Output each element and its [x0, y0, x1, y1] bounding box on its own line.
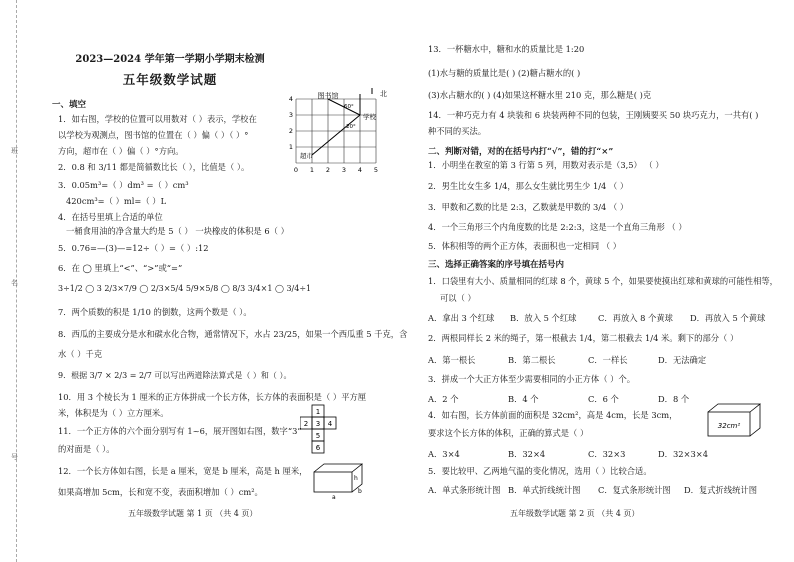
x-tick: 4 — [357, 166, 363, 174]
net-cell-label: 4 — [327, 420, 333, 428]
net-cell-label: 6 — [315, 444, 321, 452]
q5: 5．0.76=—(3)—=12÷（ ）=（ ）:12 — [58, 243, 209, 253]
choice5: 5．要比较甲、乙两地气温的变化情况，选用（ ）比较合适。 — [428, 466, 652, 476]
cuboid-h-label: h — [354, 475, 358, 482]
q14-line: 14．一种巧克力有 4 块装和 6 块装两种不同的包装，王刚姨要买 50 块巧克力，一共有( ) — [428, 110, 759, 120]
q1-line: 以学校为观测点，图书馆的位置在（ ）偏（ ）（ ）° — [58, 130, 249, 140]
q7: 7．两个质数的积是 1/10 的倒数，这两个数是（ ）。 — [58, 307, 252, 317]
x-tick: 2 — [325, 166, 331, 174]
q13-line: (3)水占糖水的( ) (4)如果这杯糖水里 210 克，那么糖是( )克 — [428, 90, 652, 100]
choice4-option: C．32×3 — [588, 449, 626, 459]
q13-line: 13．一杯糖水中，糖和水的质量比是 1:20 — [428, 44, 585, 54]
q2: 2．0.8 和 3/11 都是简循数比长（ ），比值是（ ）。 — [58, 162, 250, 172]
location-grid-figure — [284, 88, 396, 176]
q4-line: 一桶食用油的净含量大约是 5（ ） 一块橡皮的体积是 6（ ） — [66, 226, 289, 236]
choice3-option: A．2 个 — [428, 394, 459, 404]
choice3: 3．拼成一个大正方体至少需要相同的小正方体（ ）个。 — [428, 374, 636, 384]
page-footer: 五年级数学试题 第 1 页 （共 4 页） — [128, 509, 258, 518]
q4-line: 4．在括号里填上合适的单位 — [58, 212, 163, 222]
choice5-option: C．复式条形统计图 — [598, 485, 671, 495]
q12-line: 12．一个长方体如右图，长是 a 厘米，宽是 b 厘米，高是 h 厘米， — [58, 466, 308, 476]
choice2-option: B．第二根长 — [508, 355, 556, 365]
q3-line: 3．0.05m³=（ ）dm³ =（ ）cm³ — [58, 180, 189, 190]
choice2-option: A．第一根长 — [428, 355, 476, 365]
x-tick: 3 — [341, 166, 347, 174]
section-fill-blank: 一、填空 — [52, 100, 87, 110]
net-cell-label: 5 — [315, 432, 321, 440]
q1-line: 1．如右图，学校的位置可以用数对（ ）表示，学校在 — [58, 114, 257, 124]
choice5-option: B．单式折线统计图 — [508, 485, 581, 495]
choice2-option: C．一样长 — [588, 355, 628, 365]
cuboid-32-figure — [706, 402, 762, 438]
page-footer: 五年级数学试题 第 2 页 （共 4 页） — [510, 509, 640, 518]
choice2-option: D．无法确定 — [658, 355, 707, 365]
q10-line: 米，体积是为（ ）立方厘米。 — [58, 408, 169, 418]
q3-line: 420cm³=（ ）ml=（ ）L — [66, 196, 167, 206]
cuboid-b-label: b — [358, 488, 362, 495]
map-library-label: 图书馆 — [317, 92, 339, 100]
map-school-label: 学校 — [363, 113, 376, 121]
cube-net-figure — [300, 404, 344, 454]
y-tick: 4 — [288, 95, 293, 103]
x-tick: 5 — [373, 166, 379, 174]
choice4-option: D．32×3×4 — [658, 449, 708, 459]
choice3-option: D．8 个 — [658, 394, 690, 404]
gutter-mark: 号 — [11, 453, 18, 461]
net-cell-label: 2 — [303, 420, 309, 428]
x-tick: 1 — [309, 166, 315, 174]
q8-line: 8．西瓜的主要成分是水和碳水化合物，通常情况下，水占 23/25，如果一个西瓜重 5 千克，含 — [58, 329, 408, 339]
exam-page-2 — [400, 0, 794, 562]
choice5-option: A．单式条形统计图 — [428, 485, 501, 495]
q8-line: 水（ ）千克 — [58, 349, 103, 359]
y-tick: 1 — [288, 143, 293, 151]
choice4-line: 要求这个长方体的体积，正确的算式是（ ） — [428, 428, 589, 438]
exam-subtitle: 五年级数学试题 — [122, 72, 218, 87]
q11-line: 11．一个正方体的六个面分别写有 1~6，展开图如右图，数字“3” — [58, 426, 302, 436]
map-angle-label: 20° — [346, 124, 356, 130]
choice4-option: B．32×4 — [508, 449, 546, 459]
q10-line: 10．用 3 个棱长为 1 厘米的正方体拼成一个长方体，长方体的表面积是（ ）平方厘 — [58, 392, 367, 402]
front-area-label: 32cm² — [717, 422, 741, 430]
map-north-label: 北 — [380, 90, 387, 98]
cuboid-a-label: a — [332, 494, 336, 500]
y-tick: 3 — [288, 111, 293, 119]
y-tick: 2 — [288, 127, 293, 135]
q14-line: 种不同的买法。 — [428, 126, 487, 136]
judge-item: 3．甲数和乙数的比是 2:3，乙数就是甲数的 3/4 （ ） — [428, 202, 629, 212]
q6-line: 3÷1/2 ◯ 3 2/3×7/9 ◯ 2/3×5/4 5/9×5/8 ◯ 8/3 3/4×1 ◯ 3/4÷1 — [58, 284, 312, 293]
judge-item: 2．男生比女生多 1/4，那么女生就比男生少 1/4 （ ） — [428, 181, 629, 191]
map-angle-label: 60° — [344, 104, 354, 110]
choice1-option: D．再放入 5 个黄球 — [690, 313, 766, 323]
section-true-false: 二、判断对错，对的在括号内打“√”，错的打“×” — [428, 147, 614, 157]
choice1-option: B．放入 5 个红球 — [510, 313, 577, 323]
q9: 9．根据 3/7 × 2/3 = 2/7 可以写出两道除法算式是（ ）和（ ）。 — [58, 371, 292, 380]
gutter-mark: 班 — [11, 147, 18, 155]
choice1-option: A．拿出 3 个红球 — [428, 313, 495, 323]
choice1-line: 1．口袋里有大小、质量相同的红球 8 个，黄球 5 个，如果要使摸出红球和黄球的可能性相等， — [428, 276, 778, 286]
choice2: 2．两根同样长 2 米的绳子，第一根截去 1/4，第二根截去 1/4 米。剩下的部分（ ） — [428, 333, 739, 343]
judge-item: 5．体积相等的两个正方体，表面积也一定相同 （ ） — [428, 241, 622, 251]
q1-line: 方向，超市在（ ）偏（ ）°方向。 — [58, 146, 184, 156]
net-cell-label: 1 — [315, 408, 321, 416]
choice4-line: 4．如右图，长方体前面的面积是 32cm²，高是 4cm，长是 3cm， — [428, 410, 678, 420]
choice5-option: D．复式折线统计图 — [684, 485, 758, 495]
q11-line: 的对面是（ ）。 — [58, 444, 115, 454]
judge-item: 4．一个三角形三个内角度数的比是 2:2:3，这是一个直角三角形 （ ） — [428, 222, 687, 232]
choice4-option: A．3×4 — [428, 449, 460, 459]
choice3-option: B．4 个 — [508, 394, 539, 404]
choice1-line: 可以（ ） — [440, 293, 476, 303]
q13-line: (1)水与糖的质量比是( ) (2)糖占糖水的( ) — [428, 68, 581, 78]
choice3-option: C．6 个 — [588, 394, 619, 404]
map-market-label: 超市 — [300, 152, 313, 160]
choice1-option: C．再放入 8 个黄球 — [598, 313, 673, 323]
x-tick: 0 — [293, 166, 299, 174]
q6-line: 6．在 ◯ 里填上“<”、“>”或“=” — [58, 263, 183, 273]
q12-line: 如果高增加 5cm，长和宽不变，表面积增加（ ）cm²。 — [58, 487, 263, 497]
gutter-mark: 名 — [11, 279, 18, 287]
exam-title: 2023—2024 学年第一学期小学期末检测 — [75, 54, 265, 65]
net-cell-label: 3 — [315, 420, 321, 428]
judge-item: 1．小明坐在教室的第 3 行第 5 列，用数对表示是（3,5） （ ） — [428, 160, 664, 170]
cuboid-figure — [310, 460, 368, 500]
section-multiple-choice: 三、选择正确答案的序号填在括号内 — [428, 260, 565, 270]
